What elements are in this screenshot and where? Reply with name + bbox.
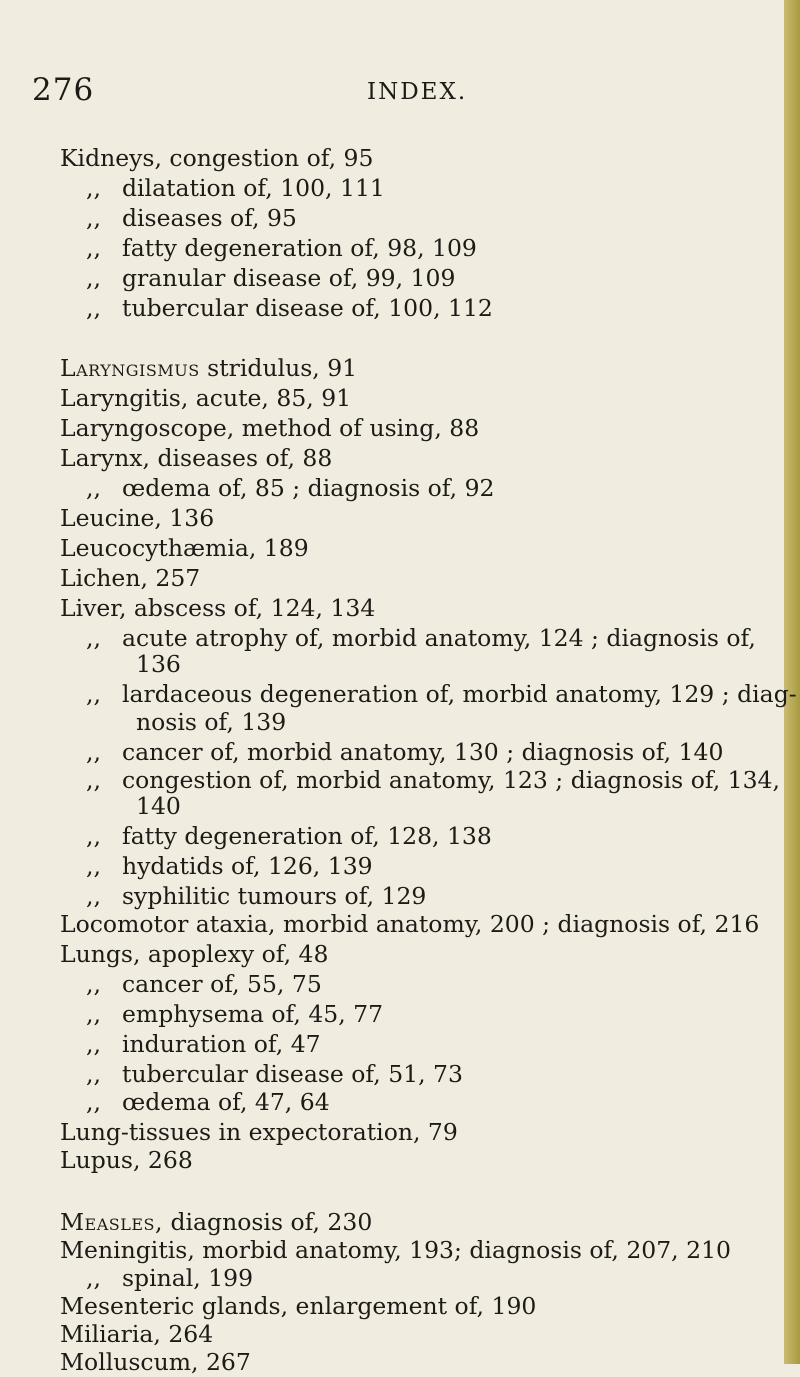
- ditto-mark: ,,: [86, 738, 101, 766]
- entry-lungs: Lungs, apoplexy of, 48: [60, 940, 329, 968]
- entry-mesenteric-glands: Mesenteric glands, enlargement of, 190: [60, 1292, 537, 1320]
- page-header: [32, 72, 772, 112]
- ditto-mark: ,,: [86, 680, 101, 708]
- ditto-mark: ,,: [86, 822, 101, 850]
- entry-meningitis: Meningitis, morbid anatomy, 193; diagnosis of, 207, 210: [60, 1236, 731, 1264]
- running-title: INDEX.: [367, 79, 468, 105]
- ditto-mark: ,,: [86, 174, 101, 202]
- ditto-mark: ,,: [86, 1060, 101, 1088]
- ditto-mark: ,,: [86, 882, 101, 910]
- entry-laryngitis: Laryngitis, acute, 85, 91: [60, 384, 352, 412]
- ditto-mark: ,,: [86, 852, 101, 880]
- entry-lichen: Lichen, 257: [60, 564, 201, 592]
- entry-laryngoscope: Laryngoscope, method of using, 88: [60, 414, 480, 442]
- entry-leucocythaemia: Leucocythæmia, 189: [60, 534, 309, 562]
- ditto-mark: ,,: [86, 1030, 101, 1058]
- entry-molluscum: Molluscum, 267: [60, 1348, 251, 1376]
- index-page: 276 INDEX. Kidneys, congestion of, 95 ,, dilatation of, 100, 111 ,, diseases of, 95 ,, fatty degeneration of, 98, 109 ,, granular disease of, 99, 109 ,, tubercular disease of, 100, 112 Laryngismus stridulus, 91 Laryngitis, acute, 85, 91 Laryngoscope, method of using, 88 Larynx, diseases of, 88 ,, œdema of, 85 ; diagnosis of, 92 Leucine, 136 Leucocythæmia, 189 Lichen, 257 Liver, abscess of, 124, 134 ,, acute atrophy of, morbid anatomy, 124 ; diagnosis of, 136 ,, lardaceous degeneration of, morbid anatomy, 129 ; diag- nosis of, 139 ,, cancer of, morbid anatomy, 130 ; diagnosis of, 140 ,, congestion of, morbid anatomy, 123 ; diagnosis of, 134, 140 ,, fatty degeneration of, 128, 138 ,, hydatids of, 126, 139 ,, syphilitic tumours of, 129 Locomotor ataxia, morbid anatomy, 200 ; diagnosis of, 216 Lungs, apoplexy of, 48 ,, cancer of, 55, 75 ,, emphysema of, 45, 77 ,, induration of, 47 ,, tubercular disease of, 51, 73 ,, œdema of, 47, 64 Lung-tissues in expectoration, 79 Lupus, 268 Measles, diagnosis of, 230 Meningitis, morbid anatomy, 193; diagnosis of, 207, 210 ,, spinal, 199 Mesenteric glands, enlargement of, 190 Miliaria, 264 Molluscum, 267: [0, 0, 800, 1364]
- ditto-mark: ,,: [86, 234, 101, 262]
- ditto-mark: ,,: [86, 624, 101, 652]
- ditto-mark: ,,: [86, 294, 101, 322]
- entry-leucine: Leucine, 136: [60, 504, 215, 532]
- entry-locomotor-ataxia: Locomotor ataxia, morbid anatomy, 200 ; diagnosis of, 216: [60, 910, 760, 938]
- page-number: 276: [32, 72, 95, 108]
- ditto-mark: ,,: [86, 204, 101, 232]
- entry-kidneys: Kidneys, congestion of, 95: [60, 144, 374, 172]
- entry-measles: Measles, diagnosis of, 230: [60, 1208, 373, 1236]
- ditto-mark: ,,: [86, 766, 101, 794]
- ditto-mark: ,,: [86, 1264, 101, 1292]
- entry-miliaria: Miliaria, 264: [60, 1320, 214, 1348]
- ditto-mark: ,,: [86, 970, 101, 998]
- entry-lupus: Lupus, 268: [60, 1146, 193, 1174]
- entry-liver: Liver, abscess of, 124, 134: [60, 594, 376, 622]
- entry-lung-tissues: Lung-tissues in expectoration, 79: [60, 1118, 458, 1146]
- ditto-mark: ,,: [86, 474, 101, 502]
- ditto-mark: ,,: [86, 1000, 101, 1028]
- entry-larynx: Larynx, diseases of, 88: [60, 444, 333, 472]
- ditto-mark: ,,: [86, 264, 101, 292]
- entry-laryngismus: Laryngismus stridulus, 91: [60, 354, 358, 382]
- ditto-mark: ,,: [86, 1088, 101, 1116]
